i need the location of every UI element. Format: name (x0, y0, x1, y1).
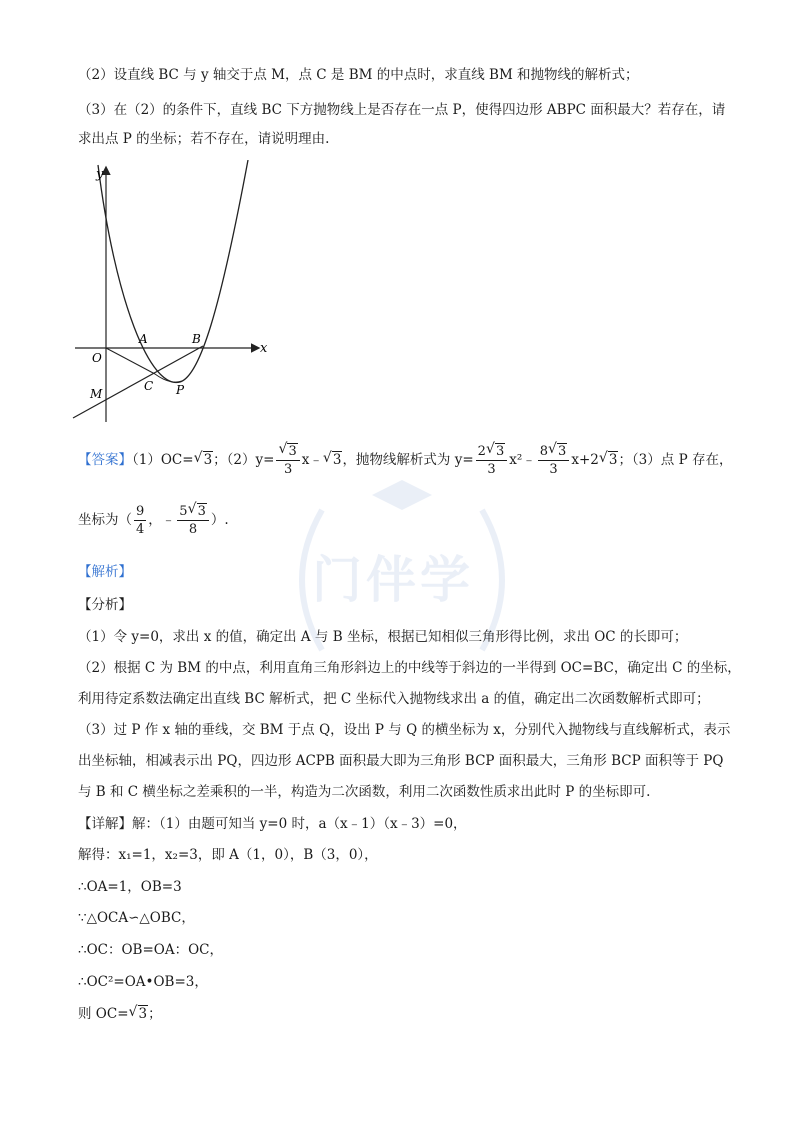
answer-line (78, 440, 732, 480)
detail-line-4: ∵△OCA∽△OBC， (78, 910, 195, 926)
fraction-9-over-4: $\frac{9}{4}$ (136, 504, 145, 537)
sqrt-3: √ 3 (193, 450, 213, 468)
sqrt-3: √ 3 (128, 1004, 148, 1022)
analysis-tag: 【解析】 (78, 564, 132, 580)
watermark-text: 门伴学 (312, 551, 474, 609)
analysis-line-1: （1）令 y=0，求出 x 的值，确定出 A 与 B 坐标，根据已知相似三角形得比例，求出 OC 的长即可； (78, 629, 688, 645)
point-A-label: A (139, 332, 148, 346)
question-part3-line1: （3）在（2）的条件下，直线 BC 下方抛物线上是否存在一点 P，使得四边形 ABPC 面积最大？若存在，请 (78, 102, 726, 118)
detail-line-7-prefix: 则 OC= (78, 1006, 129, 1022)
answer-part2-intro: ；（2）y= (213, 452, 275, 468)
detail-line-6: ∴OC²=OA•OB=3， (78, 974, 208, 990)
answer-coord-intro: 坐标为（ (78, 512, 132, 528)
point-C-label: C (144, 379, 154, 393)
point-M-label: M (90, 387, 103, 401)
answer-x2-minus: x²﹣ (509, 452, 536, 468)
point-O-label: O (92, 351, 102, 365)
answer-close: ）. (210, 512, 229, 528)
fraction-8sqrt3-over-3: 8 √ 3 3 (538, 443, 570, 478)
x-axis-label: x (260, 341, 268, 356)
answer-parabola-intro: ，抛物线解析式为 y= (342, 452, 474, 468)
analysis-line-5: 出坐标轴，相减表示出 PQ，四边形 ACPB 面积最大即为三角形 BCP 面积最大，三角形 BCP 面积等于 PQ (78, 753, 724, 769)
sqrt-3: √ 3 (322, 450, 342, 468)
fenxi-tag: 【分析】 (78, 597, 132, 613)
answer-part3: ；（3）点 P 存在， (618, 452, 733, 468)
answer-tag: 【答案】 (78, 452, 132, 468)
detail-line-1 (78, 815, 467, 833)
y-axis-label: y (96, 167, 104, 182)
fraction-2sqrt3-over-3: 2 √ 3 3 (476, 443, 508, 478)
segment-CP (155, 374, 182, 382)
analysis-line-2: （2）根据 C 为 BM 的中点，利用直角三角形斜边上的中线等于斜边的一半得到 OC=BC，确定出 C 的坐标， (78, 660, 741, 676)
fraction-5sqrt3-over-8: 5 √ 3 8 (177, 503, 209, 538)
answer-part1: （1）OC= (132, 452, 194, 468)
answer-comma-minus: ，﹣ (148, 512, 176, 528)
answer-x-plus-2: x+2 (571, 452, 599, 468)
parabola-curve (98, 160, 248, 382)
sqrt-3: √ 3 (598, 450, 618, 468)
question-part2: （2）设直线 BC 与 y 轴交于点 M，点 C 是 BM 的中点时，求直线 BM 和抛物线的解析式； (78, 67, 639, 83)
segment-OC (106, 348, 155, 374)
answer-coordinate-line (78, 500, 229, 540)
parabola-figure (70, 160, 280, 425)
fraction-sqrt3-over-3: √ 3 3 (276, 443, 299, 478)
detail-line-7-suffix: ； (148, 1006, 162, 1022)
detail-line-2: 解得：x₁=1，x₂=3，即 A（1，0），B（3，0）， (78, 847, 378, 863)
detail-line-1-text: 解：（1）由题可知当 y=0 时，a（x﹣1）（x﹣3）=0， (132, 816, 467, 832)
point-B-label: B (192, 332, 201, 346)
answer-x-minus: x﹣ (301, 452, 323, 468)
analysis-line-4: （3）过 P 作 x 轴的垂线，交 BM 于点 Q，设出 P 与 Q 的横坐标为 x，分别代入抛物线与直线解析式，表示 (78, 722, 731, 738)
detail-line-5: ∴OC：OB=OA：OC， (78, 942, 223, 958)
detail-tag: 【详解】 (78, 816, 132, 832)
detail-line-3: ∴OA=1，OB=3 (78, 879, 182, 895)
analysis-line-6: 与 B 和 C 横坐标之差乘积的一半，构造为二次函数，利用二次函数性质求出此时 P 的坐标即可. (78, 784, 651, 800)
point-P-label: P (176, 383, 185, 397)
analysis-line-3: 利用待定系数法确定出直线 BC 解析式，把 C 坐标代入抛物线求出 a 的值，确定出二次函数解析式即可； (78, 691, 710, 707)
detail-line-7 (78, 1005, 162, 1023)
question-part3-line2: 求出点 P 的坐标；若不存在，请说明理由. (78, 131, 330, 147)
